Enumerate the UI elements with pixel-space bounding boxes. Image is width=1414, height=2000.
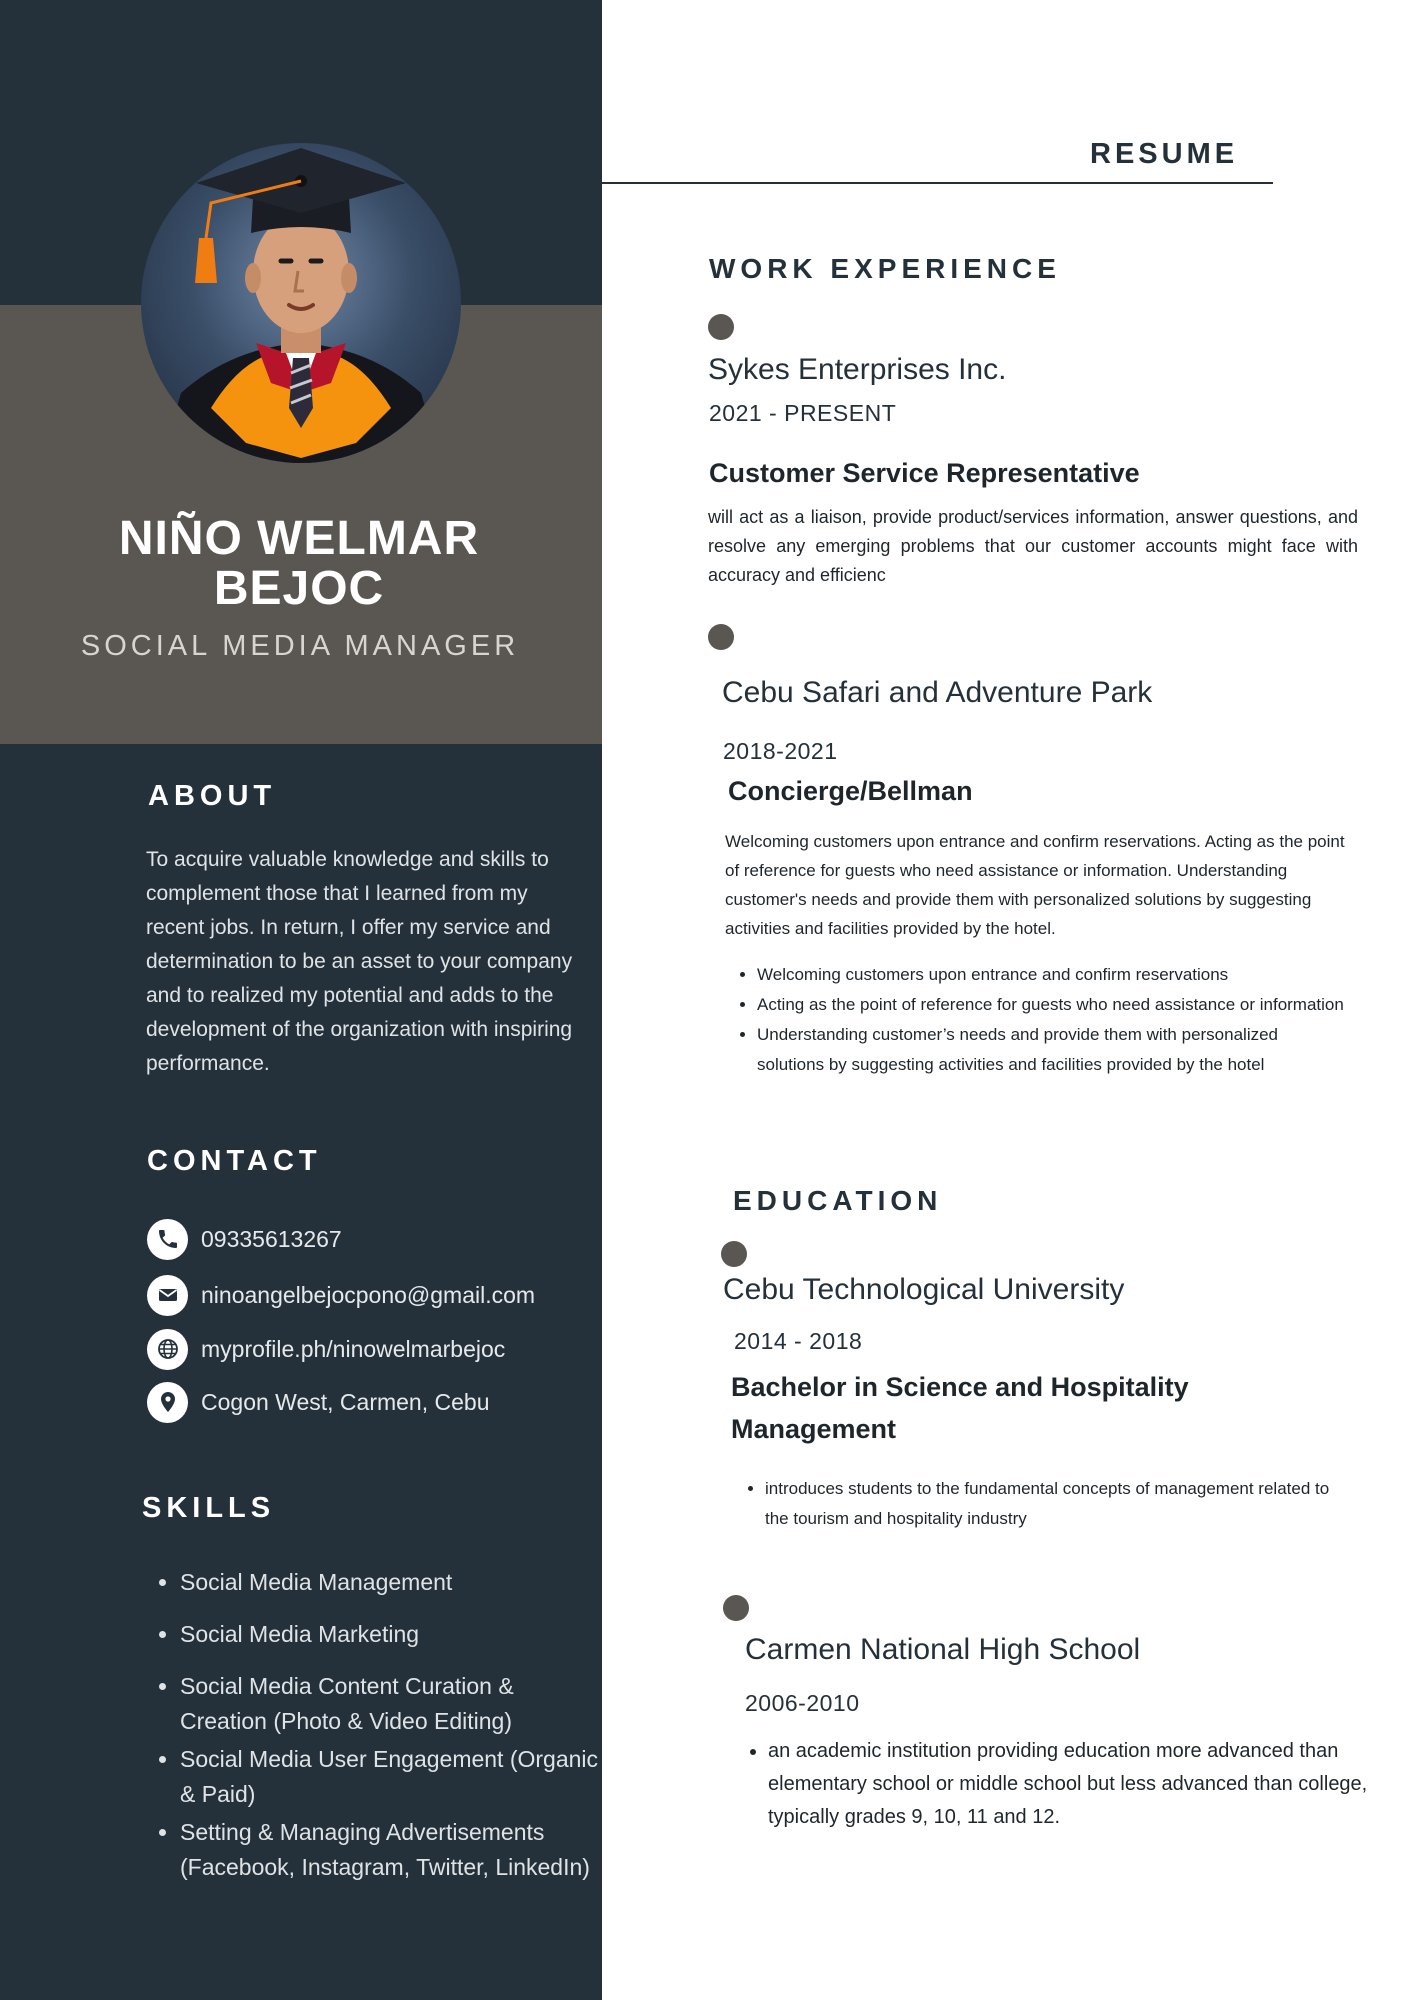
contact-phone [147, 1218, 587, 1260]
skill-item: • Social Media Content Curation & Creation (Photo & Video Editing) [180, 1669, 600, 1739]
phone-icon [147, 1219, 188, 1260]
timeline-dot [708, 624, 734, 650]
timeline-dot [723, 1595, 749, 1621]
about-text: To acquire valuable knowledge and skills to complement those that I learned from my recent jobs. In return, I offer my service and determination to be an asset to your company and to realized my potential and adds to the development of the organization with inspiring performance. [146, 848, 573, 1075]
contact-website [147, 1328, 587, 1370]
person-name-line2: BEJOC [213, 562, 385, 615]
degree-title: Bachelor in Science and Hospitality Management [731, 1372, 1189, 1444]
skills-heading: SKILLS [142, 1492, 276, 1524]
timeline-dot [708, 314, 734, 340]
job-role: Concierge/Bellman [728, 776, 973, 806]
skill-item: • Social Media User Engagement (Organic & Paid) [180, 1742, 600, 1812]
job-bullet: • Welcoming customers upon entrance and confirm reservations [757, 960, 1345, 990]
globe-icon [147, 1329, 188, 1370]
school-years: 2006-2010 [745, 1690, 860, 1716]
contact-email [147, 1274, 587, 1316]
school-bullet-list [738, 1735, 1373, 1834]
school-bullet: • an academic institution providing education more advanced than elementary school or middle school but less advanced than college, typically grades 9, 10, 11 and 12. [768, 1735, 1373, 1834]
title-divider [602, 182, 1273, 184]
contact-heading: CONTACT [147, 1145, 322, 1177]
email-icon [147, 1275, 188, 1316]
school-name: Carmen National High School [745, 1633, 1141, 1666]
skill-item: • Social Media Management [180, 1565, 600, 1600]
job-role: Customer Service Representative [709, 458, 1140, 488]
timeline-dot [721, 1241, 747, 1267]
job-description: Welcoming customers upon entrance and confirm reservations. Acting as the point of reference for guests who need assistance or information. Understanding customer's needs and provide them with personalized solutions by suggesting activities and facilities provided by the hotel. [725, 832, 1345, 938]
job-title: SOCIAL MEDIA MANAGER [80, 630, 520, 662]
resume-title: RESUME [1090, 138, 1239, 170]
contact-address [147, 1381, 587, 1423]
skill-item: • Setting & Managing Advertisements (Facebook, Instagram, Twitter, LinkedIn) [180, 1815, 600, 1885]
phone-text[interactable]: 09335613267 [201, 1225, 342, 1252]
job-bullet-list [727, 960, 1345, 1080]
skills-list [152, 1565, 600, 1902]
school-bullet-list [735, 1474, 1345, 1534]
address-text: Cogon West, Carmen, Cebu [201, 1388, 490, 1415]
school-name: Cebu Technological University [723, 1273, 1125, 1306]
about-heading: ABOUT [148, 780, 277, 812]
education-heading: EDUCATION [733, 1185, 943, 1216]
job-years: 2018-2021 [723, 738, 838, 764]
job-bullet: • Acting as the point of reference for guests who need assistance or information [757, 990, 1345, 1020]
location-pin-icon [147, 1382, 188, 1423]
company-name: Sykes Enterprises Inc. [708, 353, 1007, 386]
person-name [0, 514, 598, 614]
profile-photo [141, 143, 461, 463]
job-bullet: • Understanding customer’s needs and provide them with personalized solutions by suggesting activities and facilities provided by the hotel [757, 1020, 1345, 1080]
job-years: 2021 - PRESENT [709, 400, 897, 426]
school-years: 2014 - 2018 [734, 1328, 863, 1354]
work-experience-heading: WORK EXPERIENCE [709, 253, 1061, 284]
skill-item: • Social Media Marketing [180, 1617, 600, 1652]
website-text[interactable]: myprofile.ph/ninowelmarbejoc [201, 1335, 506, 1362]
company-name: Cebu Safari and Adventure Park [722, 676, 1153, 709]
school-bullet: • introduces students to the fundamental concepts of management related to the tourism and hospitality industry [765, 1474, 1345, 1534]
person-name-line1: NIÑO WELMAR [118, 512, 480, 565]
email-text[interactable]: ninoangelbejocpono@gmail.com [201, 1281, 536, 1308]
job-description: will act as a liaison, provide product/services information, answer questions, and resolve any emerging problems that our customer accounts might face with accuracy and efficienc [708, 507, 1358, 585]
